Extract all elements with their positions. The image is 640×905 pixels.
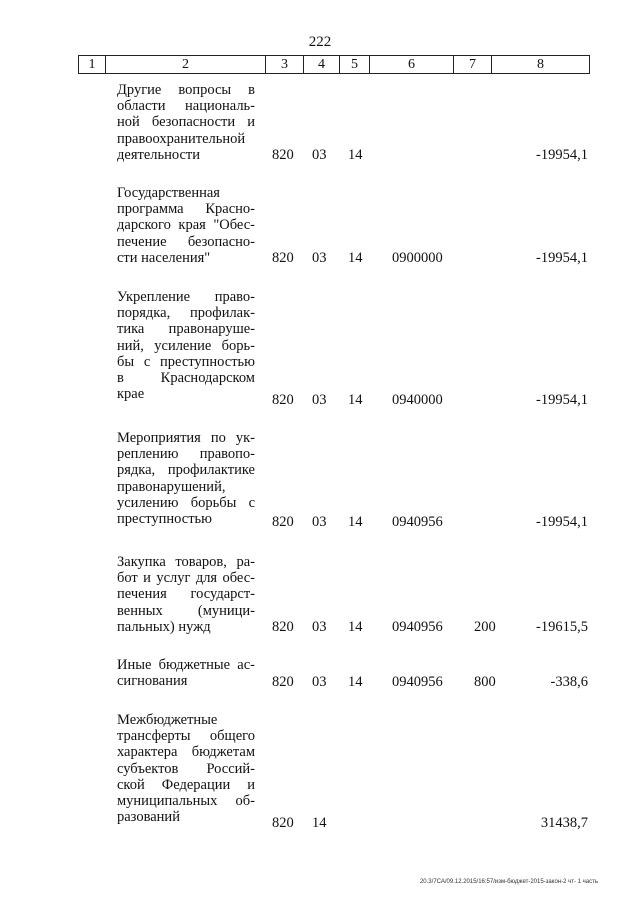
cell-target-code: 0940956 [392,619,443,635]
cell-subsection-code: 14 [348,514,363,530]
cell-subsection-code: 14 [348,250,363,266]
label-line: крае [117,386,145,403]
label-line: ний, усиление борь- [117,337,255,354]
column-header-6: 6 [369,56,453,73]
row-label [117,712,255,825]
column-header-3: 3 [265,56,303,73]
label-line: тика правонаруше- [117,321,255,338]
cell-target-code: 0940956 [392,514,443,530]
label-line: ской Федерации и [117,776,255,793]
cell-amount: -19954,1 [536,147,588,163]
label-line: усилению борьбы с [117,494,255,511]
label-line: в Краснодарском [117,370,255,387]
label-line: субъектов Россий- [117,760,255,777]
label-line: Иные бюджетные ас- [117,657,255,673]
column-header-7: 7 [453,56,491,73]
cell-section-code: 14 [312,815,327,831]
label-line: муниципальных об- [117,793,255,810]
cell-amount: -19954,1 [536,514,588,530]
cell-ministry-code: 820 [272,619,294,635]
cell-ministry-code: 820 [272,674,294,690]
label-line: разований [117,809,180,826]
column-header-8: 8 [491,56,589,73]
cell-expense-type: 200 [474,619,496,635]
column-header-4: 4 [303,56,339,73]
label-line: ной безопасности и [117,114,255,131]
cell-amount: -338,6 [550,674,588,690]
label-line: области националь- [117,98,255,115]
cell-target-code: 0940956 [392,674,443,690]
label-line: дарского края "Обес- [117,217,255,234]
label-line: печения государст- [117,586,255,603]
cell-amount: -19954,1 [536,250,588,266]
cell-section-code: 03 [312,147,327,163]
row-label [117,185,255,266]
label-line: сти населения" [117,249,211,266]
page-number: 222 [308,34,332,50]
cell-ministry-code: 820 [272,147,294,163]
column-header-1: 1 [88,57,96,72]
cell-section-code: 03 [312,514,327,530]
cell-section-code: 03 [312,619,327,635]
cell-subsection-code: 14 [348,392,363,408]
label-line: правоохранительной [117,130,246,147]
row-label [117,554,255,635]
cell-target-code: 0940000 [392,392,443,408]
cell-subsection-code: 14 [348,147,363,163]
cell-amount: 31438,7 [540,815,588,831]
label-line: деятельности [117,146,201,163]
row-label [117,657,255,689]
cell-expense-type: 800 [474,674,496,690]
label-line: пальных) нужд [117,618,211,635]
cell-ministry-code: 820 [272,392,294,408]
column-header-row [78,55,590,74]
document-footer: 20.3/7СА/09.12.2015/16:57/изм-бюджет-2015-закон-2 чт- 1 часть [419,879,598,885]
label-line: рядка, профилактике [117,462,255,479]
label-line: бы с преступностью [117,353,255,370]
label-line: реплению правопо- [117,446,255,463]
row-label [117,430,255,527]
cell-target-code: 0900000 [392,250,443,266]
cell-ministry-code: 820 [272,815,294,831]
label-line: преступностью [117,511,212,528]
label-line: программа Красно- [117,201,255,218]
column-header-5: 5 [339,56,369,73]
label-line: правонарушений, [117,478,226,495]
label-line: Государственная [117,185,220,201]
cell-ministry-code: 820 [272,514,294,530]
cell-section-code: 03 [312,674,327,690]
cell-amount: -19615,5 [536,619,588,635]
cell-section-code: 03 [312,392,327,408]
label-line: сигнования [117,673,188,690]
label-line: порядка, профилак- [117,305,255,322]
label-line: характера бюджетам [117,744,255,761]
label-line: Другие вопросы в [117,82,255,98]
cell-subsection-code: 14 [348,674,363,690]
cell-ministry-code: 820 [272,250,294,266]
label-line: Мероприятия по ук- [117,430,255,446]
cell-subsection-code: 14 [348,619,363,635]
row-label [117,289,255,402]
cell-section-code: 03 [312,250,327,266]
column-header-2: 2 [105,56,265,73]
label-line: Закупка товаров, ра- [117,554,255,570]
label-line: трансферты общего [117,728,255,745]
label-line: Укрепление право- [117,289,255,305]
label-line: печение безопасно- [117,233,255,250]
row-label [117,82,255,163]
label-line: венных (муници- [117,602,255,619]
cell-amount: -19954,1 [536,392,588,408]
label-line: бот и услуг для обес- [117,570,255,587]
label-line: Межбюджетные [117,712,218,728]
